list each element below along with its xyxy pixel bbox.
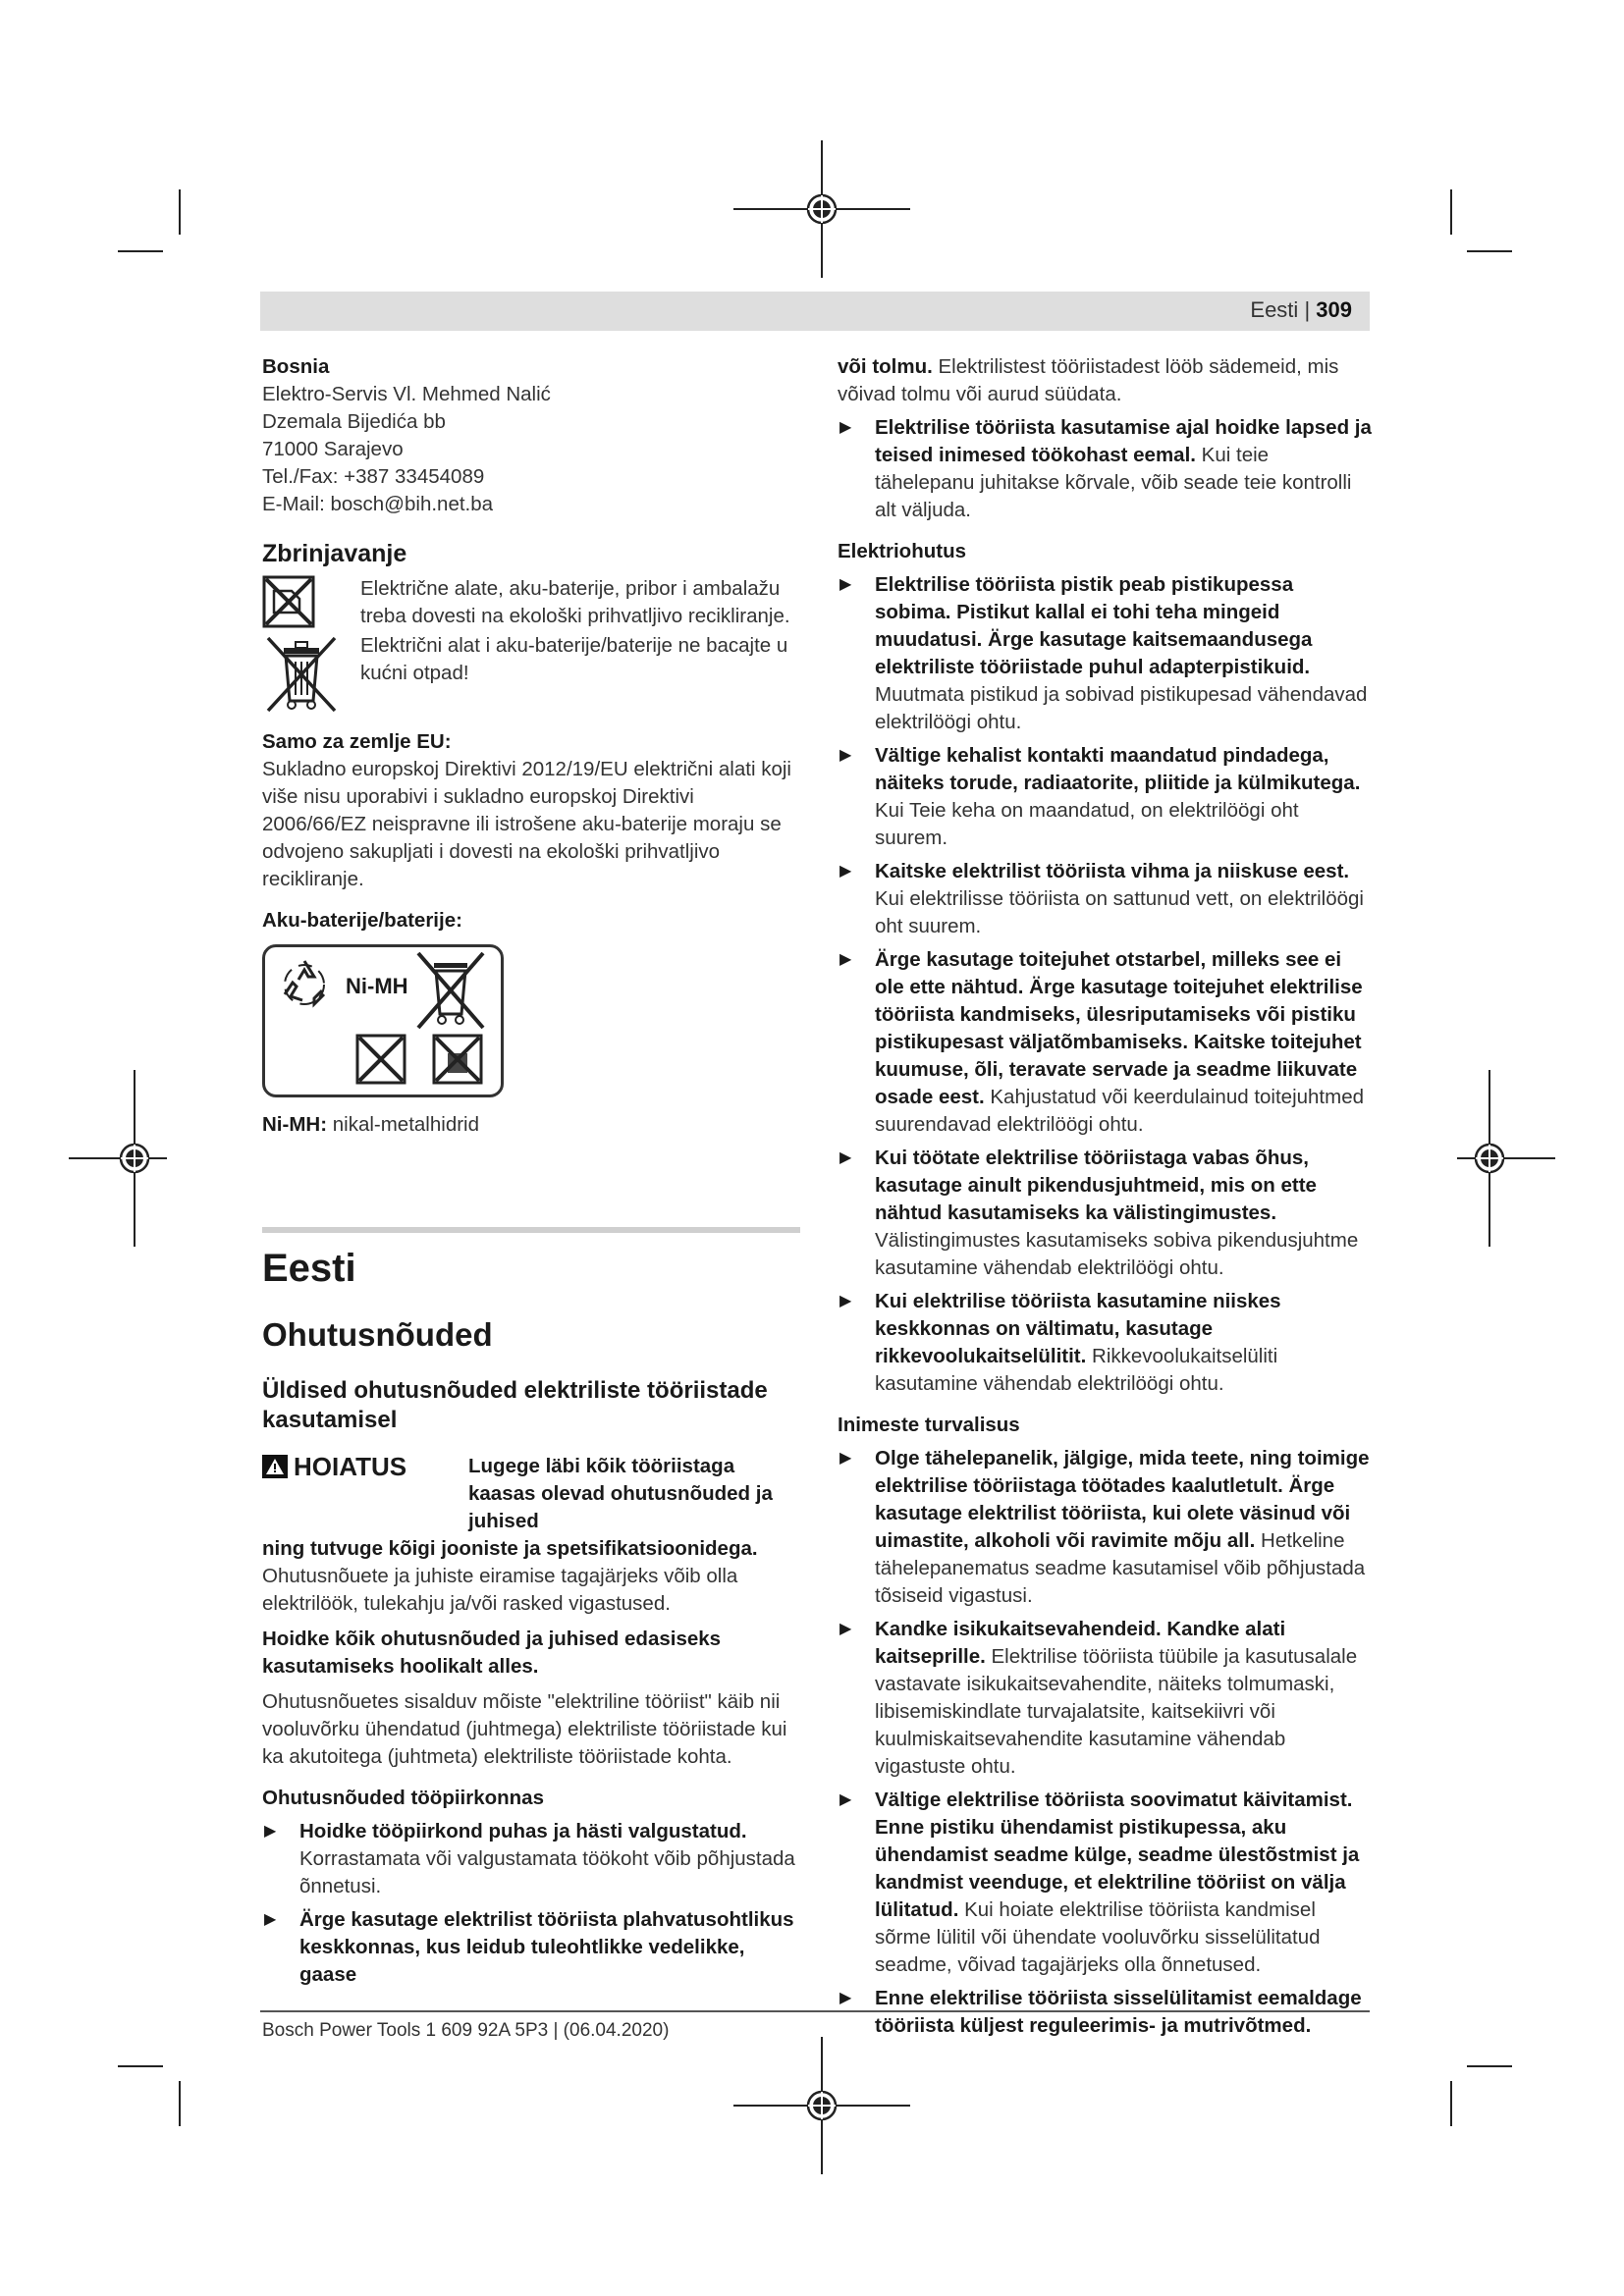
section-divider bbox=[262, 1227, 800, 1233]
bullet-arrow-icon: ▶ bbox=[839, 863, 852, 880]
bullet-text: Välistingimustes kasutamiseks sobiva pikendusjuhtme kasutamine vähendab elektrilöögi ohtu. bbox=[875, 1229, 1359, 1279]
bullet-bold: Kui töötate elektrilise tööriistaga vabas õhus, kasutage ainult pikendusjuhtmeid, mis on ette nähtud kasutamiseks ka välistingimustes. bbox=[875, 1147, 1317, 1224]
warning-label bbox=[262, 1453, 468, 1535]
bullet-item bbox=[838, 1985, 1373, 2040]
bullet-bold: Kaitske elektrilist tööriista vihma ja niiskuse eest. bbox=[875, 860, 1350, 882]
warning-text: Ohutusnõuete ja juhiste eiramise tagajärjeks võib olla elektrilöök, tulekahju ja/või rasked vigastused. bbox=[262, 1565, 738, 1615]
header-language: Eesti bbox=[1250, 297, 1299, 322]
no-trash-tool-icon bbox=[262, 575, 315, 628]
right-column bbox=[838, 353, 1373, 2040]
crop-mark bbox=[1467, 250, 1512, 252]
header-label bbox=[1250, 297, 1352, 323]
header-separator: | bbox=[1304, 297, 1311, 322]
bullet-item bbox=[838, 742, 1373, 852]
bullet-arrow-icon: ▶ bbox=[839, 1450, 852, 1467]
bullet-text: Korrastamata või valgustamata töökoht võib põhjustada õnnetusi. bbox=[299, 1847, 795, 1897]
bullet-bold: Vältige kehalist kontakti maandatud pindadega, näiteks torude, radiaatorite, pliitide ja külmikutega. bbox=[875, 744, 1361, 794]
bullet-item bbox=[838, 1145, 1373, 1282]
no-trash-battery-icon bbox=[355, 1034, 406, 1085]
bullet-item bbox=[838, 571, 1373, 736]
bullet-item bbox=[838, 1445, 1373, 1610]
crossed-bin-icon bbox=[414, 949, 487, 1032]
personal-heading: Inimeste turvalisus bbox=[838, 1414, 1020, 1436]
bullet-arrow-icon: ▶ bbox=[264, 1823, 277, 1840]
battery-badge: Ni-MH bbox=[346, 974, 408, 998]
warning-icon bbox=[262, 1455, 288, 1478]
bullet-text: Kui hoiate elektrilise tööriista kandmisel sõrme lülitil või ühendate vooluvõrku sisselülitatud seadme, võivad tagajärjeks olla õnnetused. bbox=[875, 1898, 1321, 1976]
contact-country: Bosnia bbox=[262, 355, 330, 378]
bullet-bold: Olge tähelepanelik, jälgige, mida teete, ning toimige elektrilise tööriistaga töötades kaalutletult. Ärge kasutage elektrilist tööriista, kui olete väsinud või uimastite, alkoholi või ravimite mõju all. bbox=[875, 1447, 1370, 1552]
warning-continuation: ning tutvuge kõigi jooniste ja spetsifikatsioonidega. bbox=[262, 1537, 758, 1560]
bullet-bold: Vältige elektrilise tööriista soovimatut käivitamist. Enne pistiku ühendamist pistikupessa, aku ühendamist seadme külge, seadme ülestõstmist ja kandmist veenduge, et elektriline tööriist on välja lülitatud. bbox=[875, 1789, 1360, 1921]
disposal-row bbox=[262, 632, 800, 717]
electric-heading: Elektriohutus bbox=[838, 540, 966, 562]
registration-mark-icon bbox=[733, 140, 910, 278]
bullet-item bbox=[262, 1906, 800, 1989]
page-number: 309 bbox=[1316, 297, 1352, 322]
continued-bold: või tolmu. bbox=[838, 355, 933, 378]
bullet-bold: Kandke isikukaitsevahendeid. Kandke alati kaitseprille. bbox=[875, 1618, 1286, 1668]
warning-label-text: HOIATUS bbox=[294, 1452, 407, 1481]
disposal-tool-icon-wrap bbox=[262, 575, 360, 628]
registration-mark-icon bbox=[69, 1070, 167, 1247]
bullet-text: Hetkeline tähelepanematus seadme kasutamisel võib põhjustada tõsiseid vigastusi. bbox=[875, 1529, 1366, 1607]
warning-block bbox=[262, 1453, 800, 1535]
bullet-arrow-icon: ▶ bbox=[839, 747, 852, 764]
bullet-arrow-icon: ▶ bbox=[839, 1990, 852, 2006]
bullet-item bbox=[838, 1616, 1373, 1781]
section-title: Eesti bbox=[262, 1247, 356, 1290]
recycle-icon bbox=[277, 955, 332, 1010]
no-fire-battery-icon bbox=[432, 1034, 483, 1085]
battery-legend-value: nikal-metalhidrid bbox=[327, 1113, 479, 1136]
bullet-bold: Elektrilise tööriista pistik peab pistikupessa sobima. Pistikut kallal ei tohi teha mingeid muudatusi. Ärge kasutage kaitsemaandusega elektriliste tööriistade puhul adapterpistikuid. bbox=[875, 573, 1313, 678]
bullet-arrow-icon: ▶ bbox=[839, 1149, 852, 1166]
crop-mark bbox=[179, 2081, 181, 2126]
contact-line: Elektro-Servis Vl. Mehmed Nalić bbox=[262, 383, 551, 405]
disposal-text-1: Električne alate, aku-baterije, pribor i ambalažu treba dovesti na ekološki prihvatljivo recikliranje. bbox=[360, 577, 790, 627]
battery-symbols bbox=[262, 944, 504, 1097]
bullet-arrow-icon: ▶ bbox=[839, 1621, 852, 1637]
bullet-bold: Ärge kasutage toitejuhet otstarbel, milleks see ei ole ette nähtud. Ärge kasutage toitejuhet elektrilise tööriista kandmiseks, ülesriputamiseks või pistiku pistikupesast väljatõmbamiseks. Kaitske toitejuhet kuumuse, õli, teravate servade ja seadme liikuvate osade eest. bbox=[875, 948, 1363, 1108]
bullet-arrow-icon: ▶ bbox=[839, 951, 852, 968]
bullet-item bbox=[838, 946, 1373, 1139]
registration-mark-icon bbox=[1457, 1070, 1555, 1247]
footer-text: Bosch Power Tools 1 609 92A 5P3 | (06.04.2020) bbox=[262, 2020, 670, 2041]
eu-text: Sukladno europskoj Direktivi 2012/19/EU električni alati koji više nisu uporabivi i sukladno europskoj Direktivi 2006/66/EZ neispravne ili istrošene aku-baterije moraju se odvojeno sakupljati i dovesti na ekološki prihvatljivo recikliranje. bbox=[262, 758, 791, 890]
bullet-text: Kui teie tähelepanu juhitakse kõrvale, võib seade teie kontrolli alt väljuda. bbox=[875, 444, 1352, 521]
crop-mark bbox=[1450, 2081, 1452, 2126]
bullet-item bbox=[838, 858, 1373, 940]
general-title: Üldised ohutusnõuded elektriliste tööriistade kasutamisel bbox=[262, 1377, 768, 1433]
disposal-heading: Zbrinjavanje bbox=[262, 540, 407, 567]
registration-mark-icon bbox=[733, 2037, 910, 2174]
bullet-bold: Enne elektrilise tööriista sisselülitamist eemaldage tööriista küljest reguleerimis- ja mutrivõtmed. bbox=[875, 1987, 1362, 2037]
bullet-item bbox=[838, 1787, 1373, 1979]
bullet-arrow-icon: ▶ bbox=[839, 576, 852, 593]
crop-mark bbox=[179, 189, 181, 235]
crossed-bin-icon bbox=[262, 632, 341, 717]
continued-text: Elektrilistest tööriistadest lööb sädemeid, mis võivad tolmu või aurud süüdata. bbox=[838, 355, 1339, 405]
continued-paragraph bbox=[838, 353, 1373, 408]
bullet-item bbox=[262, 1818, 800, 1900]
eu-heading: Samo za zemlje EU: bbox=[262, 730, 452, 753]
bullet-arrow-icon: ▶ bbox=[839, 1791, 852, 1808]
contact-line: 71000 Sarajevo bbox=[262, 438, 404, 460]
page-header bbox=[260, 292, 1370, 331]
keep-instructions: Hoidke kõik ohutusnõuded ja juhised edasiseks kasutamiseks hoolikalt alles. bbox=[262, 1628, 722, 1678]
bullet-arrow-icon: ▶ bbox=[264, 1911, 277, 1928]
bullet-bold: Ärge kasutage elektrilist tööriista plahvatusohtlikus keskkonnas, kus leidub tuleohtlikke vedelikke, gaase bbox=[299, 1908, 794, 1986]
keep-text: Ohutusnõuetes sisalduv mõiste "elektriline tööriist" käib nii vooluvõrku ühendatud (juhtmega) elektriliste tööriistade kui ka akutoitega (juhtmeta) elektriliste tööriistade kohta. bbox=[262, 1690, 787, 1768]
contact-block bbox=[262, 381, 800, 518]
disposal-text-2: Električni alat i aku-baterije/baterije ne bacajte u kućni otpad! bbox=[360, 634, 788, 684]
crop-mark bbox=[1450, 189, 1452, 235]
bullet-bold: Hoidke tööpiirkond puhas ja hästi valgustatud. bbox=[299, 1820, 747, 1842]
bullet-text: Kui elektrilisse tööriista on sattunud vett, on elektrilöögi oht suurem. bbox=[875, 887, 1364, 937]
contact-line: E-Mail: bosch@bih.net.ba bbox=[262, 493, 494, 515]
crop-mark bbox=[118, 250, 163, 252]
bullet-bold: Kui elektrilise tööriista kasutamine niiskes keskkonnas on vältimatu, kasutage rikkevoolukaitselülitit. bbox=[875, 1290, 1281, 1367]
crop-mark bbox=[118, 2065, 163, 2067]
disposal-bin-icon-wrap bbox=[262, 632, 360, 717]
disposal-row bbox=[262, 575, 800, 630]
bullet-item bbox=[838, 1288, 1373, 1398]
bullet-text: Muutmata pistikud ja sobivad pistikupesad vähendavad elektrilöögi ohtu. bbox=[875, 683, 1368, 733]
footer-rule bbox=[260, 2010, 1370, 2012]
bullet-arrow-icon: ▶ bbox=[839, 1293, 852, 1309]
left-column bbox=[262, 353, 800, 1989]
crop-mark bbox=[1467, 2065, 1512, 2067]
bullet-item bbox=[838, 414, 1373, 524]
bullet-text: Rikkevoolukaitselüliti kasutamine vähendab elektrilöögi ohtu. bbox=[875, 1345, 1278, 1395]
battery-heading: Aku-baterije/baterije: bbox=[262, 909, 462, 932]
battery-legend bbox=[262, 1111, 800, 1139]
contact-line: Tel./Fax: +387 33454089 bbox=[262, 465, 485, 488]
bullet-text: Kahjustatud või keerdulainud toitejuhtmed suurendavad elektrilöögi ohtu. bbox=[875, 1086, 1365, 1136]
bullet-bold: Elektrilise tööriista kasutamise ajal hoidke lapsed ja teised inimesed töökohast eemal. bbox=[875, 416, 1372, 466]
workplace-heading: Ohutusnõuded tööpiirkonnas bbox=[262, 1787, 544, 1809]
bullet-arrow-icon: ▶ bbox=[839, 419, 852, 436]
battery-legend-key: Ni-MH: bbox=[262, 1113, 328, 1136]
bullet-text: Elektrilise tööriista tüübile ja kasutusalale vastavate isikukaitsevahendite, näiteks tolmumaski, libisemiskindlate turvajalatsite, kaitsekiivri või kuulmiskaitsevahendite kasutamine vähendab vigastuste ohtu. bbox=[875, 1645, 1358, 1778]
bullet-text: Kui Teie keha on maandatud, on elektrilöögi oht suurem. bbox=[875, 799, 1299, 849]
safety-title: Ohutusnõuded bbox=[262, 1316, 493, 1353]
contact-line: Dzemala Bijedića bb bbox=[262, 410, 446, 433]
warning-side-text: Lugege läbi kõik tööriistaga kaasas olevad ohutusnõuded ja juhised bbox=[468, 1455, 773, 1532]
